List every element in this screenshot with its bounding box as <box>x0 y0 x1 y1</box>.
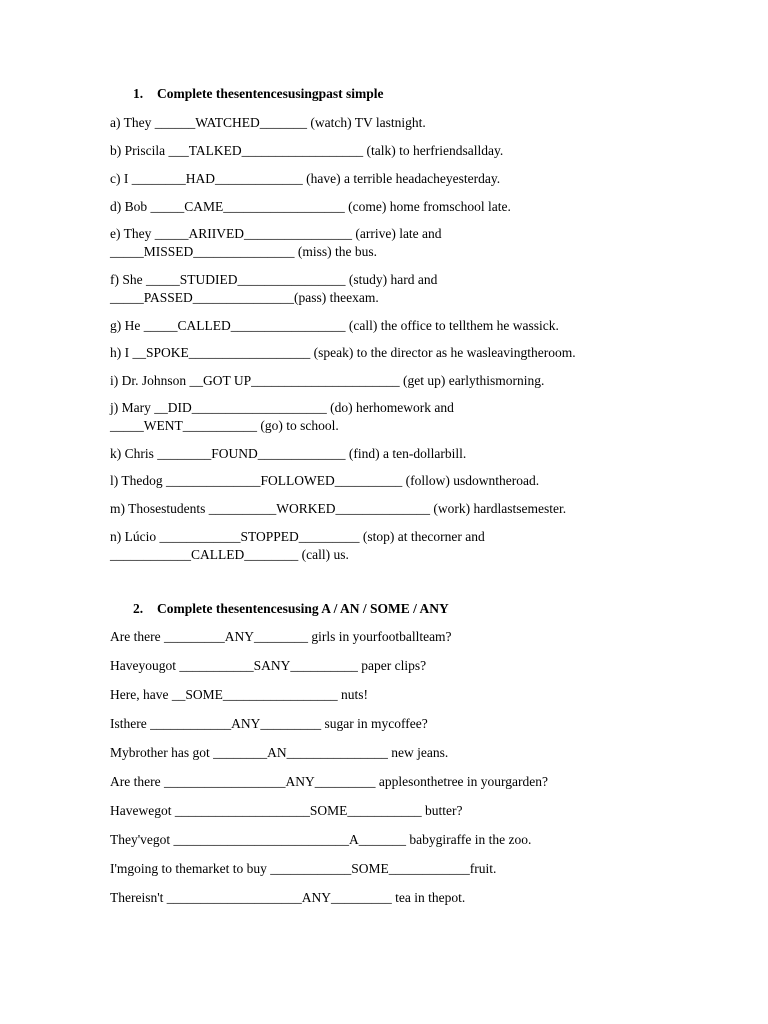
exercise-2-line: I'mgoing to themarket to buy ____________SOME____________fruit. <box>110 861 497 876</box>
exercise-2-line: Isthere ____________ANY_________ sugar in mycoffee? <box>110 716 428 731</box>
section-1-number: 1. <box>133 86 144 101</box>
section-1-heading <box>133 86 384 102</box>
exercise-1-line-continued: _____WENT___________ (go) to school. <box>110 418 339 433</box>
exercise-1-line: a) They ______WATCHED_______ (watch) TV lastnight. <box>110 115 426 130</box>
exercise-2-line: Here, have __SOME_________________ nuts! <box>110 687 368 702</box>
exercise-1-line: l) Thedog ______________FOLLOWED__________ (follow) usdowntheroad. <box>110 473 540 488</box>
exercise-1-line: j) Mary __DID____________________ (do) herhomework and <box>110 400 454 415</box>
exercise-2-line: Thereisn't ____________________ANY_________ tea in thepot. <box>110 890 466 905</box>
exercise-2-line: Are there _________ANY________ girls in yourfootballteam? <box>110 629 452 644</box>
exercise-2-line: Mybrother has got ________AN_______________ new jeans. <box>110 745 449 760</box>
exercise-1-line: n) Lúcio ____________STOPPED_________ (stop) at thecorner and <box>110 529 485 544</box>
exercise-1-line: k) Chris ________FOUND_____________ (find) a ten-dollarbill. <box>110 446 467 461</box>
exercise-1-line: m) Thosestudents __________WORKED______________ (work) hardlastsemester. <box>110 501 567 516</box>
exercise-1-line-continued: ____________CALLED________ (call) us. <box>110 547 349 562</box>
section-2-number: 2. <box>133 601 144 616</box>
section-1-title: Complete thesentencesusingpast simple <box>157 86 384 101</box>
exercise-1-line: h) I __SPOKE__________________ (speak) to the director as he wasleavingtheroom. <box>110 345 576 360</box>
exercise-1-line: b) Priscila ___TALKED__________________ (talk) to herfriendsallday. <box>110 143 504 158</box>
exercise-2-line: Haveyougot ___________SANY__________ paper clips? <box>110 658 427 673</box>
exercise-2-line: Havewegot ____________________SOME___________ butter? <box>110 803 463 818</box>
exercise-1-line: i) Dr. Johnson __GOT UP______________________ (get up) earlythismorning. <box>110 373 545 388</box>
exercise-1-line: g) He _____CALLED_________________ (call) the office to tellthem he wassick. <box>110 318 559 333</box>
exercise-1-line: d) Bob _____CAME__________________ (come) home fromschool late. <box>110 199 511 214</box>
exercise-2-line: Are there __________________ANY_________ applesonthetree in yourgarden? <box>110 774 549 789</box>
section-2-heading <box>133 601 449 617</box>
section-2-title: Complete thesentencesusing A / AN / SOME / ANY <box>157 601 449 616</box>
exercise-1-line-continued: _____PASSED_______________(pass) theexam. <box>110 290 379 305</box>
exercise-1-line-continued: _____MISSED_______________ (miss) the bus. <box>110 244 378 259</box>
exercise-1-line: f) She _____STUDIED________________ (study) hard and <box>110 272 438 287</box>
exercise-1-line: e) They _____ARIIVED________________ (arrive) late and <box>110 226 442 241</box>
exercise-1-line: c) I ________HAD_____________ (have) a terrible headacheyesterday. <box>110 171 501 186</box>
exercise-2-line: They'vegot __________________________A_______ babygiraffe in the zoo. <box>110 832 532 847</box>
